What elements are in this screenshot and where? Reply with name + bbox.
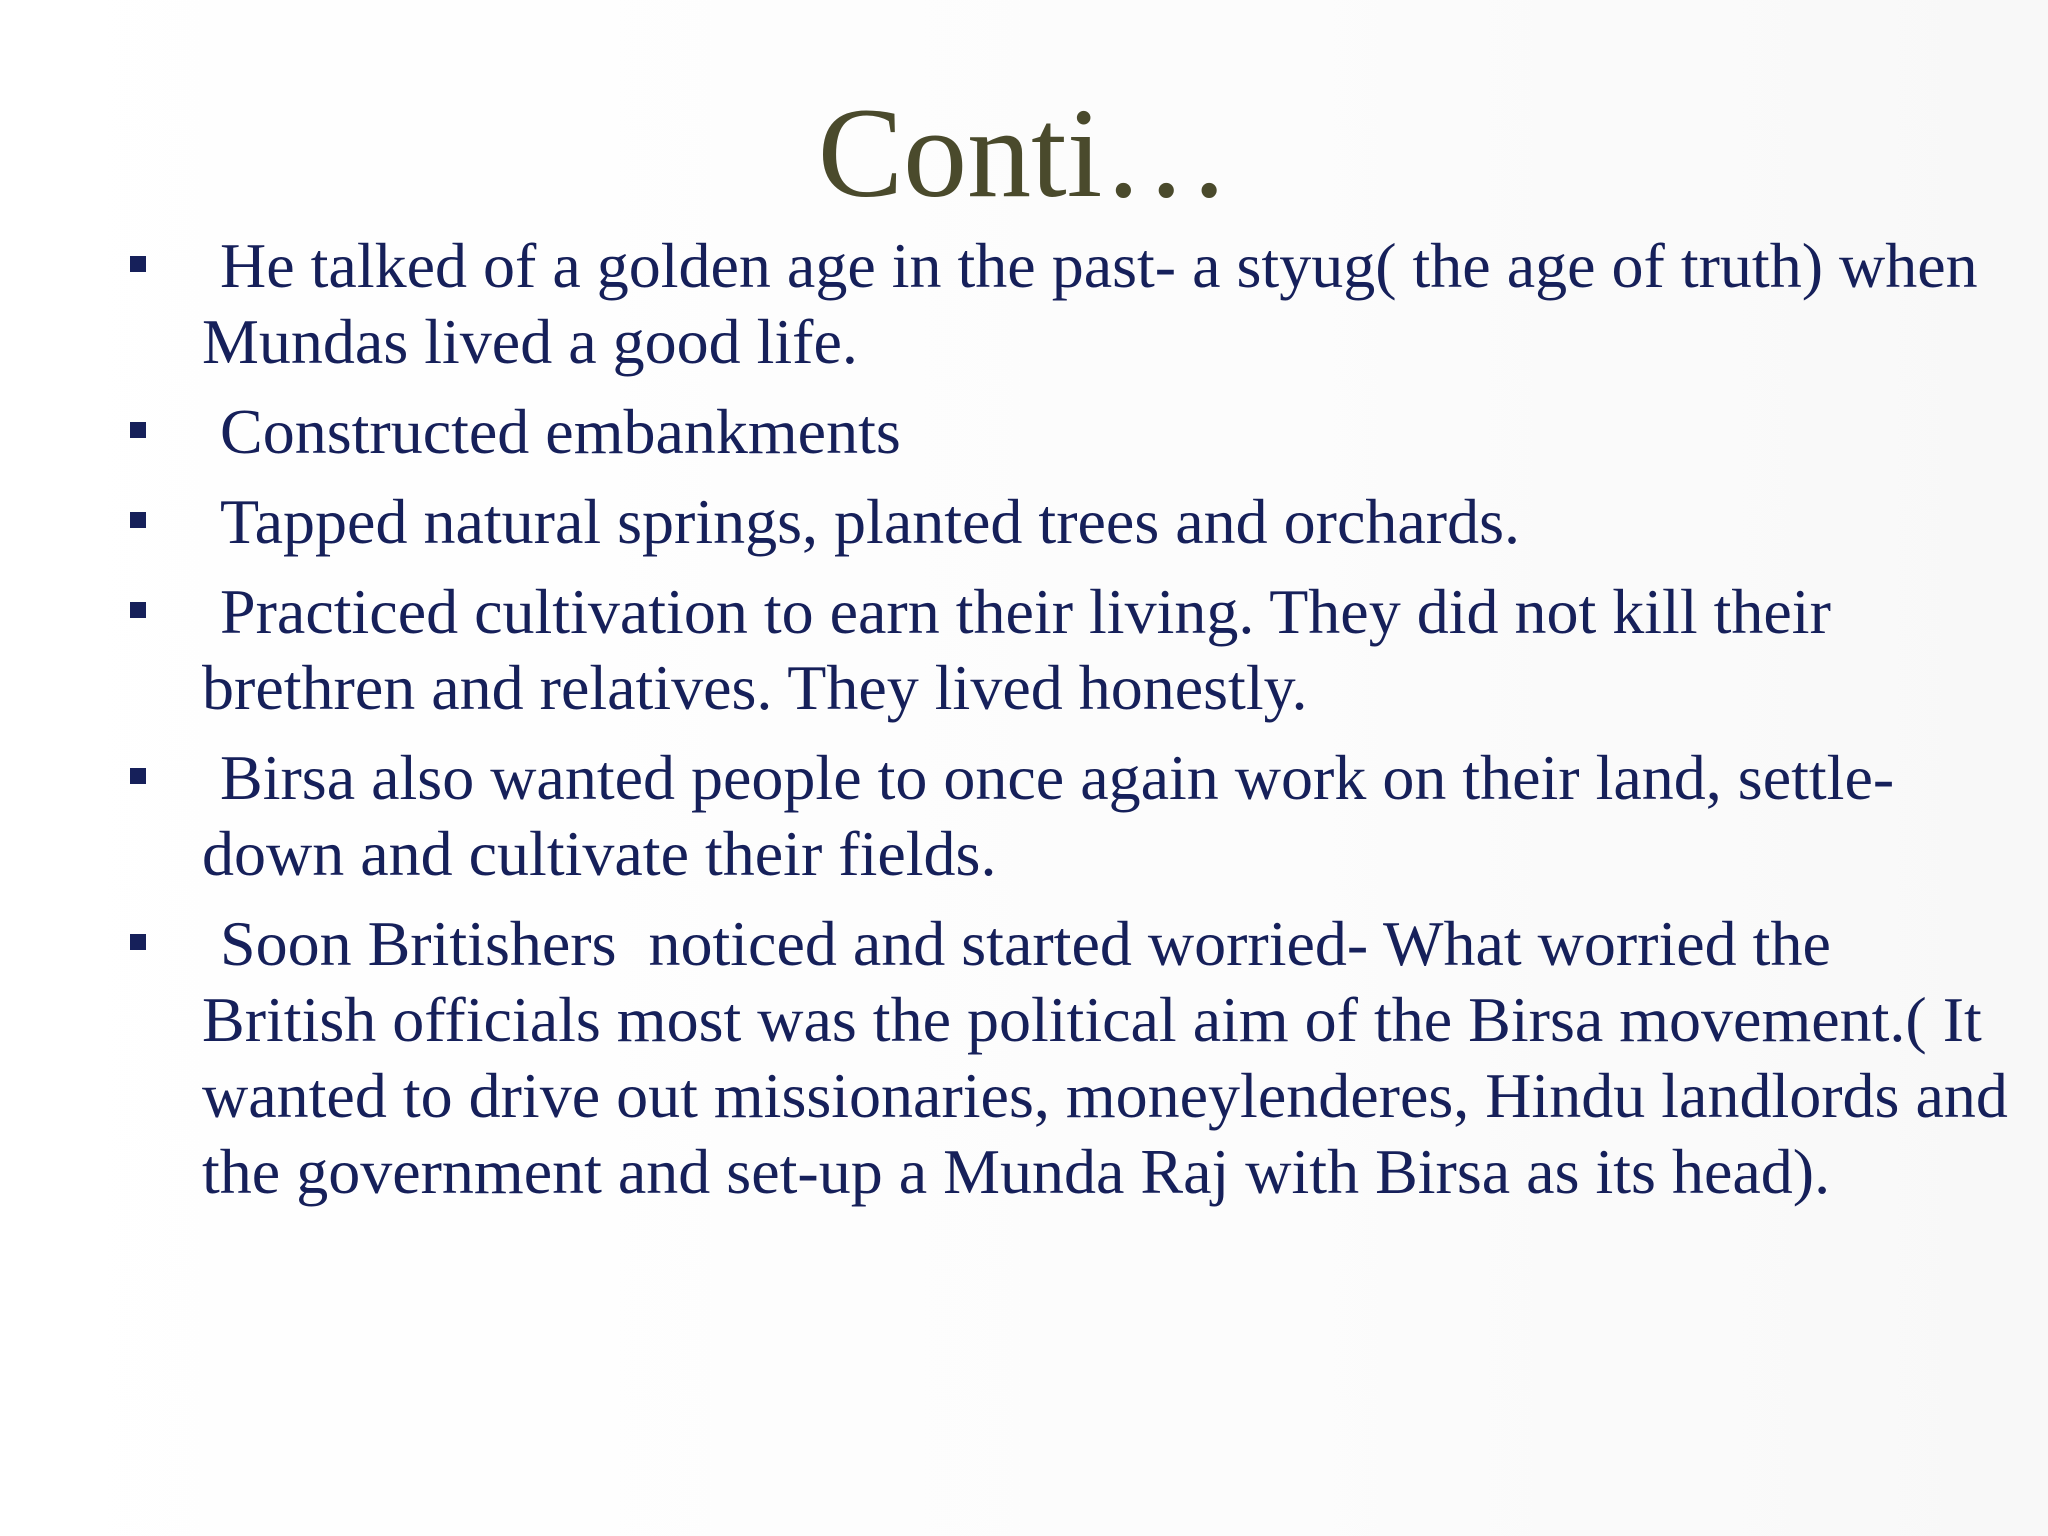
square-bullet-icon bbox=[130, 768, 146, 784]
square-bullet-icon bbox=[130, 422, 146, 438]
bullet-text: Tapped natural springs, planted trees and orchards. bbox=[220, 486, 1520, 557]
bullet-text: Birsa also wanted people to once again work on their land, settle-down and cultivate their fields. bbox=[202, 742, 1895, 889]
list-item bbox=[0, 906, 2048, 1210]
bullet-text: Constructed embankments bbox=[220, 396, 901, 467]
list-item bbox=[0, 484, 2048, 560]
square-bullet-icon bbox=[130, 256, 146, 272]
bullet-text: Soon Britishers noticed and started worried- What worried the British officials most was the political aim of the Birsa movement.( It wanted to drive out missionaries, moneylenderes, Hindu landlords and the government and set-up a Munda Raj with Birsa as its head). bbox=[202, 908, 2024, 1207]
bullet-text: Practiced cultivation to earn their living. They did not kill their brethren and relatives. They lived honestly. bbox=[202, 576, 1847, 723]
square-bullet-icon bbox=[130, 602, 146, 618]
list-item bbox=[0, 394, 2048, 470]
list-item bbox=[0, 740, 2048, 892]
bullet-text: He talked of a golden age in the past- a styug( the age of truth) when Mundas lived a good life. bbox=[202, 230, 1994, 377]
square-bullet-icon bbox=[130, 934, 146, 950]
slide-title: Conti… bbox=[817, 82, 1231, 224]
bullet-list bbox=[0, 228, 2048, 1224]
square-bullet-icon bbox=[130, 512, 146, 528]
list-item bbox=[0, 228, 2048, 380]
list-item bbox=[0, 574, 2048, 726]
